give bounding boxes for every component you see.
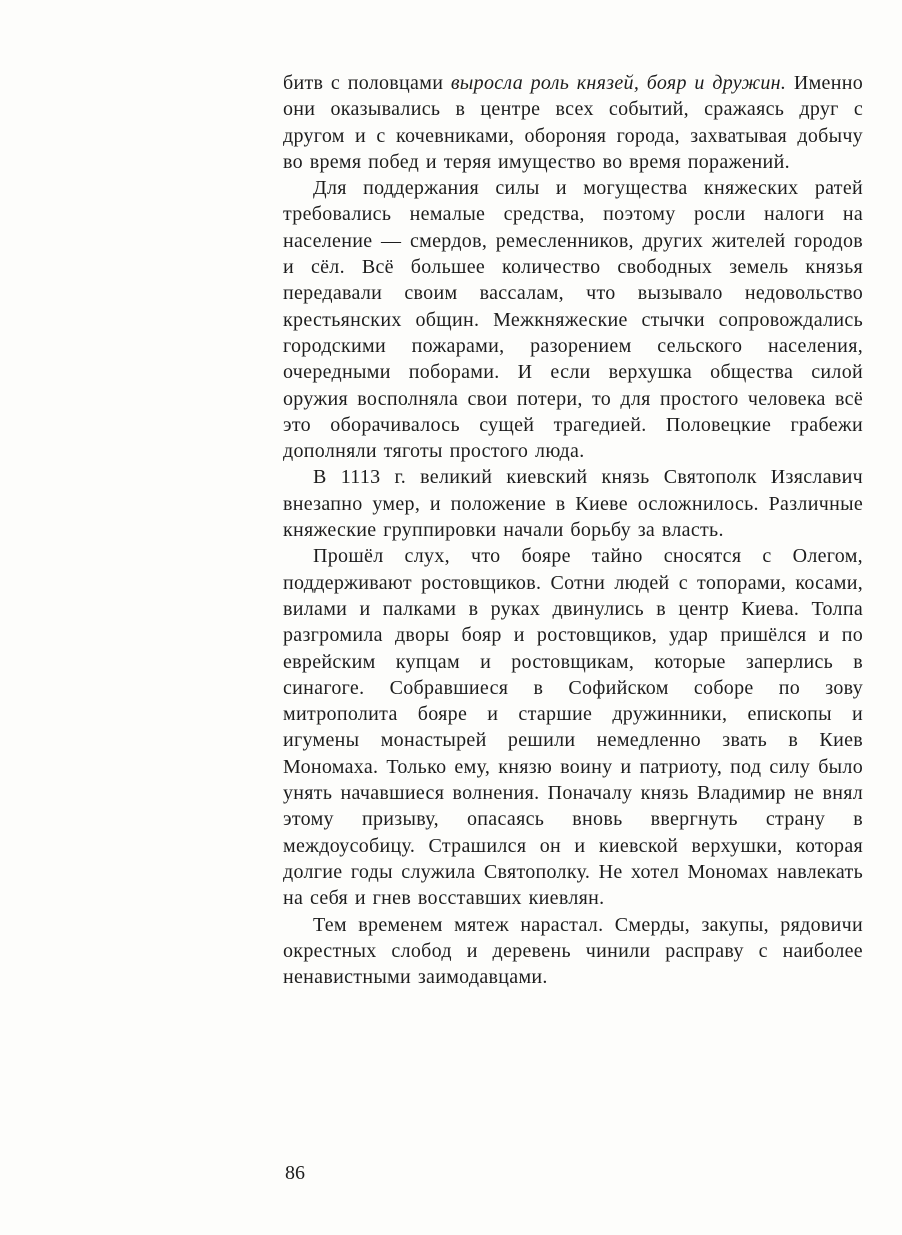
page-number: 86 xyxy=(285,1162,305,1184)
paragraph-1-lead: битв с половцами xyxy=(283,72,451,94)
paragraph-5: Тем временем мятеж нарастал. Смерды, закупы, рядовичи окрестных слобод и деревень чинили расправу с наиболее ненавистными заимодавцами. xyxy=(283,913,863,989)
paragraph-1-italic-phrase: выросла роль князей, бояр и дружин. xyxy=(450,72,787,94)
paragraph-1-rest: Именно они оказывались в центре всех событий, сражаясь друг с другом и с кочевниками, обороняя города, захватывая добычу во время побед и теряя имущество во время поражений. xyxy=(283,72,864,173)
paragraph-4: Прошёл слух, что бояре тайно сносятся с Олегом, поддерживают ростовщиков. Сотни людей с топорами, косами, вилами и палками в руках двинулись в центр Киева. Толпа разгромила дворы бояр и ростовщиков, удар пришёлся и по еврейским купцам и ростовщикам, которые заперлись в синагоге. Собравшиеся в Софийском соборе по зову митрополита бояре и старшие дружинники, епископы и игумены монастырей решили немедленно звать в Киев Мономаха. Только ему, князю воину и патриоту, под силу было унять начавшиеся волнения. Поначалу князь Владимир не внял этому призыву, опасаясь вновь ввергнуть страну в междоусобицу. Страшился он и киевской верхушки, которая долгие годы служила Святополку. Не хотел Мономах навлекать на себя и гнев восставших киевлян. xyxy=(283,545,863,910)
paragraph-2: Для поддержания силы и могущества княжеских ратей требовались немалые средства, поэтому росли налоги на население — смердов, ремесленников, других жителей городов и сёл. Всё большее количество свободных земель князья передавали своим вассалам, что вызывало недовольство крестьянских общин. Межкняжеские стычки сопровождались городскими пожарами, разорением сельского населения, очередными поборами. И если верхушка общества силой оружия восполняла свои потери, то для простого человека всё это оборачивалось сущей трагедией. Половецкие грабежи дополняли тяготы простого люда. xyxy=(283,177,863,463)
paragraph-continued xyxy=(283,70,863,175)
paragraph-3: В 1113 г. великий киевский князь Святополк Изяславич внезапно умер, и положение в Киеве осложнилось. Различные княжеские группировки начали борьбу за власть. xyxy=(283,466,863,542)
text-block xyxy=(283,70,863,990)
